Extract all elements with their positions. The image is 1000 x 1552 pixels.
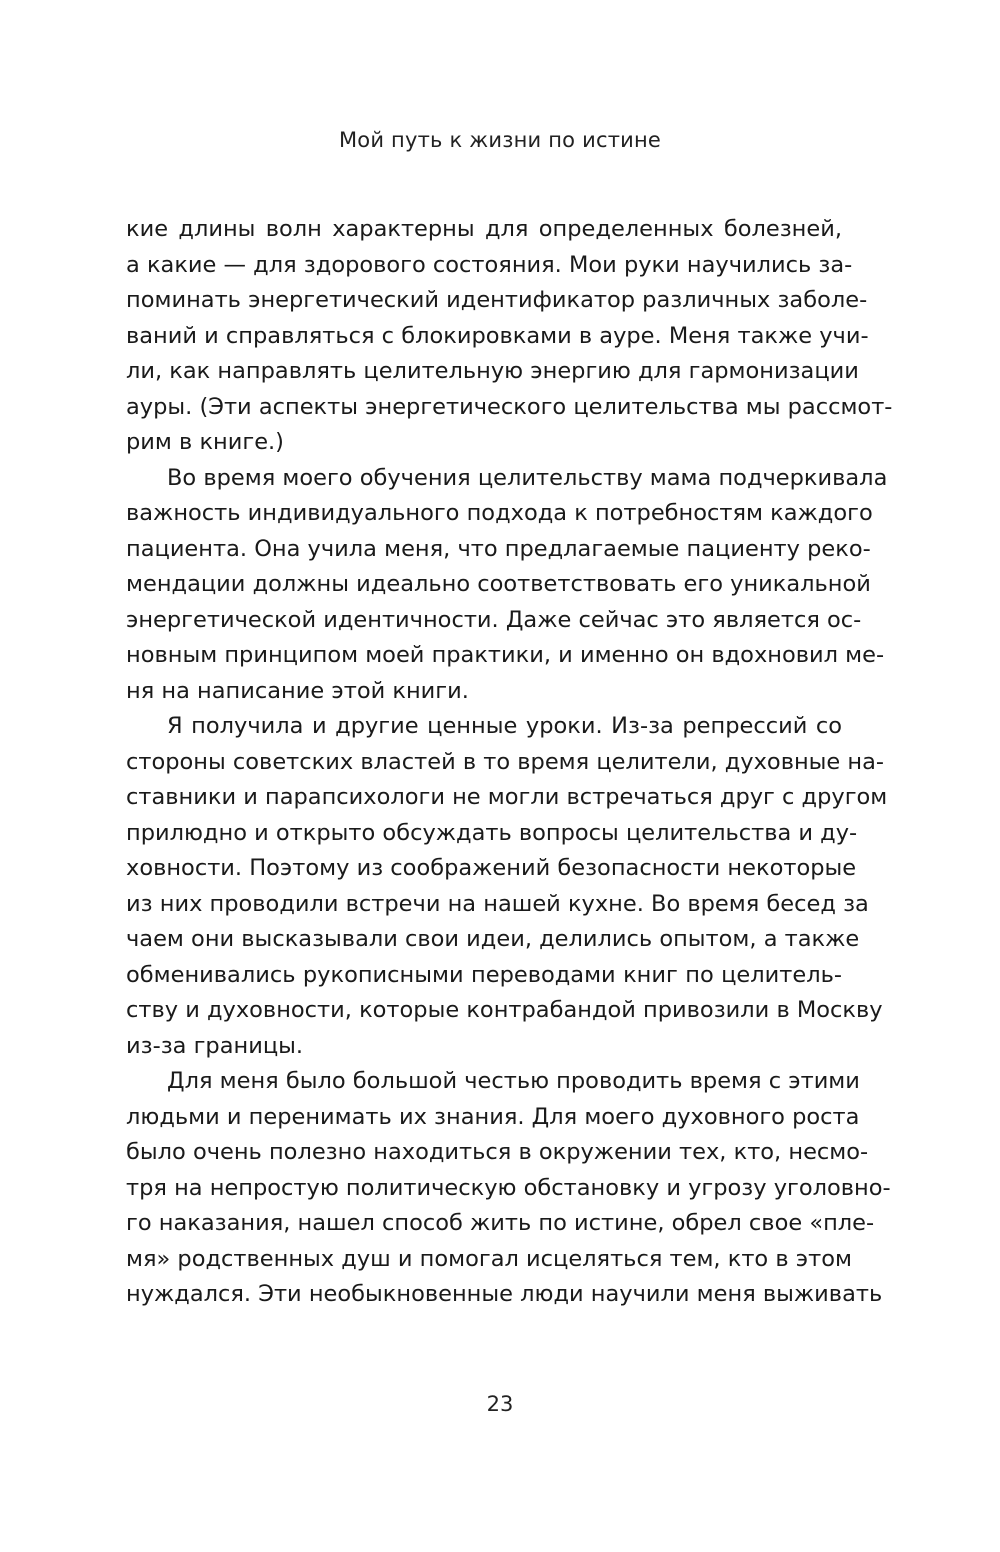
text-line: важность индивидуального подхода к потребностям каждого [126,500,873,526]
text-line: чаем они высказывали свои идеи, делились опытом, а также [126,926,860,952]
text-line: ли, как направлять целительную энергию для гармонизации [126,358,859,384]
text-line: кие длины волн характерны для определенных болезней, [126,216,842,242]
paragraph-first-line: Для меня было большой честью проводить время с этими [167,1068,860,1094]
text-line: мя» родственных душ и помогал исцеляться тем, кто в этом [126,1245,852,1272]
text-line: ваний и справляться с блокировками в ауре. Меня также учи- [126,322,869,349]
text-line: а какие — для здорового состояния. Мои руки научились за- [126,251,853,278]
text-line: тря на непростую политическую обстановку и угрозу уголовно- [126,1174,891,1201]
text-line: пациента. Она учила меня, что предлагаемые пациенту реко- [126,535,871,562]
text-line: нуждался. Эти необыкновенные люди научили меня выживать [126,1281,883,1307]
text-line: людьми и перенимать их знания. Для моего духовного роста [126,1103,860,1130]
page-number: 23 [486,1392,514,1416]
text-line: го наказания, нашел способ жить по истине, обрел свое «пле- [126,1210,875,1236]
text-line: новным принципом моей практики, и именно он вдохновил ме- [126,642,885,668]
text-line: стороны советских властей в то время целители, духовные на- [126,748,885,775]
text-line: из них проводили встречи на нашей кухне. Во время бесед за [126,890,869,917]
text-line: мендации должны идеально соответствовать его уникальной [126,571,871,597]
text-line: из-за границы. [126,1032,304,1059]
text-line: прилюдно и открыто обсуждать вопросы целительства и ду- [126,819,858,846]
text-line: ству и духовности, которые контрабандой привозили в Москву [126,997,883,1023]
text-line: было очень полезно находиться в окружении тех, кто, несмо- [126,1139,869,1165]
paragraph-first-line: Я получила и другие ценные уроки. Из-за репрессий со [167,713,842,739]
paragraph-first-line: Во время моего обучения целительству мама подчеркивала [167,464,888,491]
text-line: ауры. (Эти аспекты энергетического целительства мы рассмот- [126,393,893,420]
text-line: рим в книге.) [126,429,284,455]
text-line: ставники и парапсихологи не могли встречаться друг с другом [126,784,888,810]
text-line: ховности. Поэтому из соображений безопасности некоторые [126,855,857,881]
text-line: обменивались рукописными переводами книг по целитель- [126,961,842,988]
text-line: ня на написание этой книги. [126,677,469,704]
text-line: энергетической идентичности. Даже сейчас это является ос- [126,606,862,633]
body-text [126,212,893,1313]
running-head: Мой путь к жизни по истине [338,128,662,152]
text-line: поминать энергетический идентификатор различных заболе- [126,287,868,313]
